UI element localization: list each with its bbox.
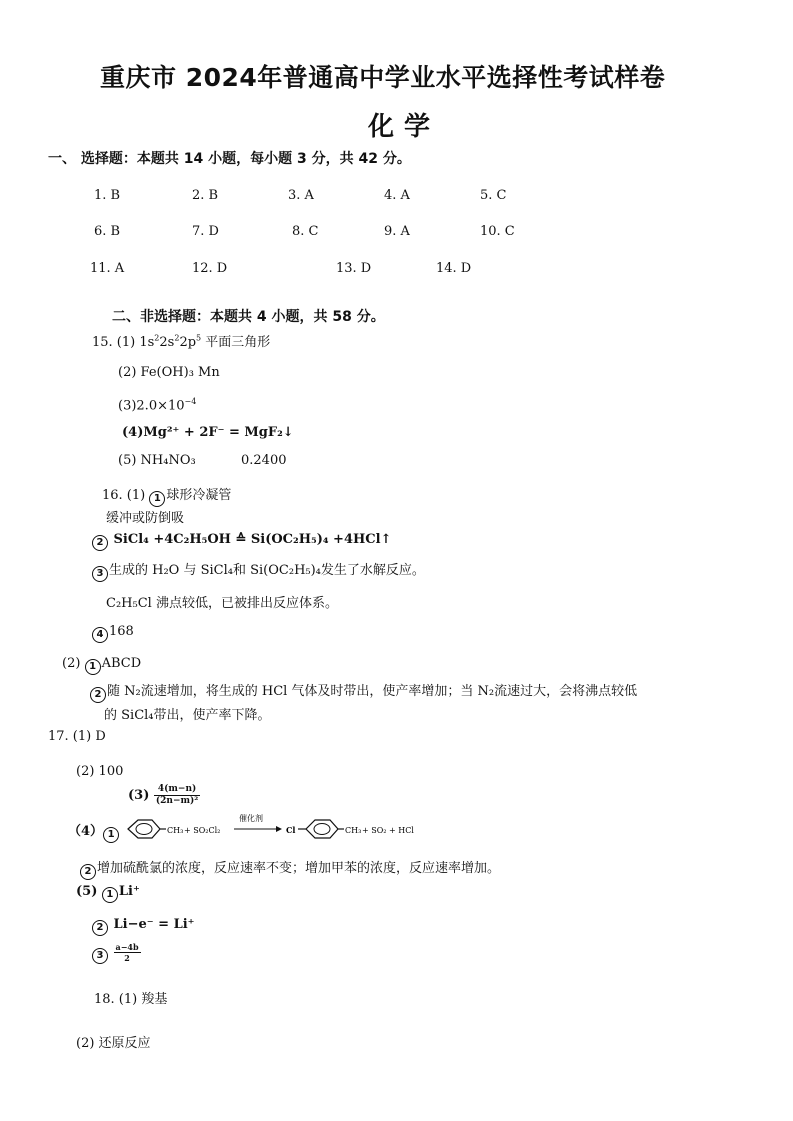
answer-12: 12. D: [192, 261, 228, 276]
q16-part3-a-text: 生成的 H₂O 与 SiCl₄和 Si(OC₂H₅)₄发生了水解反应。: [109, 563, 425, 578]
circled-2-icon: 2: [80, 864, 96, 880]
answer-13: 13. D: [336, 261, 372, 276]
q18-part1: 18. (1) 羧基: [94, 992, 168, 1007]
q17-part5-3-fraction: [114, 942, 141, 963]
q17-part5-2: [92, 917, 195, 936]
q15-part5-value: 0.2400: [241, 453, 287, 468]
q17-part3: [128, 784, 200, 807]
subject-title: 化学: [368, 112, 441, 142]
q15-shape: 平面三角形: [205, 335, 271, 350]
fraction-denominator: 2: [124, 953, 130, 963]
q16-part3-b: C₂H₅Cl 沸点较低，已被排出反应体系。: [106, 596, 338, 611]
reactant-reagent: + SO₂Cl₂: [184, 826, 221, 835]
q17-part4-label-text: （4）: [68, 824, 104, 839]
q17-part4-2-text: 增加硫酰氯的浓度，反应速率不变；增加甲苯的浓度，反应速率增加。: [97, 861, 501, 876]
answer-9: 9. A: [384, 224, 410, 239]
fraction-denominator: (2n−m)²: [155, 796, 199, 806]
q16-part1: [102, 484, 231, 507]
q16-part1-label: 16. (1): [102, 488, 146, 503]
q16-part2-equation: SiCl₄ +4C₂H₅OH ≙ Si(OC₂H₅)₄ +4HCl↑: [113, 532, 392, 547]
circled-3-icon: 3: [92, 948, 108, 964]
reaction-arrow: [234, 826, 282, 832]
q16-part2: [92, 532, 391, 551]
q17-part5-2-text: Li−e⁻ = Li⁺: [113, 917, 195, 932]
q15-part5-formula: (5) NH₄NO₃: [118, 453, 196, 468]
q17-part5-1: Li⁺: [118, 884, 140, 899]
q15-part1: 15. (1) $1s^22s^22p^5$ 平面三角形: [92, 333, 271, 350]
q16-sub2-part2: [90, 680, 637, 703]
toluene-structure: [128, 820, 166, 838]
q15-part3-base: (3)2.0×10: [118, 398, 185, 414]
q16-part4: [92, 624, 134, 643]
circled-1-icon: 1: [149, 491, 165, 507]
answer-4: 4. A: [384, 188, 410, 203]
q16-sub2-part1: [62, 656, 141, 675]
answer-8: 8. C: [292, 224, 319, 239]
circled-1-icon: 1: [85, 659, 101, 675]
q16-sub2-part2-cont: 的 SiCl₄带出，使产率下降。: [104, 708, 271, 723]
q17-part3-label: (3): [128, 788, 150, 803]
catalyst-label: 催化剂: [239, 814, 263, 823]
document-title: 重庆市 2024年普通高中学业水平选择性考试样卷: [100, 63, 666, 92]
product-ch3: CH₃: [345, 826, 362, 835]
q16-part3-a: [92, 559, 425, 582]
answer-7: 7. D: [192, 224, 219, 239]
q17-part4-2: [80, 857, 500, 880]
q16-part1-b: 缓冲或防倒吸: [106, 511, 185, 526]
section2-heading: 二、非选择题：本题共 4 小题，共 58 分。: [112, 309, 385, 325]
reactant-ch3: CH₃: [167, 826, 184, 835]
answer-5: 5. C: [480, 188, 507, 203]
q15-part4: (4)Mg²⁺ + 2F⁻ = MgF₂↓: [122, 425, 294, 440]
reaction-scheme: [118, 808, 448, 848]
fraction-numerator: 4(m−n): [154, 784, 200, 796]
fraction-numerator: a−4b: [115, 942, 139, 952]
answer-3: 3. A: [288, 188, 314, 203]
circled-2-icon: 2: [90, 687, 106, 703]
circled-1-icon: 1: [102, 887, 118, 903]
q15-part1-label: 15. (1) 1s: [92, 335, 155, 350]
q17-part5: [76, 884, 140, 903]
circled-2-icon: 2: [92, 535, 108, 551]
q15-part3-exponent: −4: [184, 397, 197, 406]
q18-part2: (2) 还原反应: [76, 1036, 151, 1051]
q16-sub2-label: (2): [62, 656, 81, 671]
q17-part5-3: [92, 942, 141, 964]
reaction-products: + SO₂ + HCl: [362, 826, 414, 835]
answer-14: 14. D: [436, 261, 472, 276]
q15-part3: [118, 397, 196, 413]
q17-part4-label: [68, 820, 120, 843]
circled-1-icon: 1: [103, 827, 119, 843]
q16-sub2-part2-text: 随 N₂流速增加，将生成的 HCl 气体及时带出，使产率增加；当 N₂流速过大，会将沸点较低: [107, 684, 638, 699]
q17-part1: 17. (1) D: [48, 729, 106, 744]
q17-part2: (2) 100: [76, 764, 124, 779]
q16-sub2-answer: ABCD: [101, 656, 142, 671]
answer-11: 11. A: [90, 261, 125, 276]
circled-4-icon: 4: [92, 627, 108, 643]
q16-part1-a: 球形冷凝管: [166, 488, 232, 503]
circled-2-icon: 2: [92, 920, 108, 936]
answer-2: 2. B: [192, 188, 219, 203]
answer-6: 6. B: [94, 224, 121, 239]
q17-part5-label: (5): [76, 884, 98, 899]
answer-10: 10. C: [480, 224, 515, 239]
q15-part2: (2) Fe(OH)₃ Mn: [118, 365, 220, 380]
q16-part4-value: 168: [109, 624, 134, 639]
answer-1: 1. B: [94, 188, 121, 203]
q17-part3-fraction: [154, 784, 200, 807]
circled-3-icon: 3: [92, 566, 108, 582]
section1-heading: 一、 选择题：本题共 14 小题，每小题 3 分，共 42 分。: [48, 151, 411, 167]
chlorotoluene-structure: [298, 820, 344, 838]
product-cl: Cl: [286, 825, 296, 835]
